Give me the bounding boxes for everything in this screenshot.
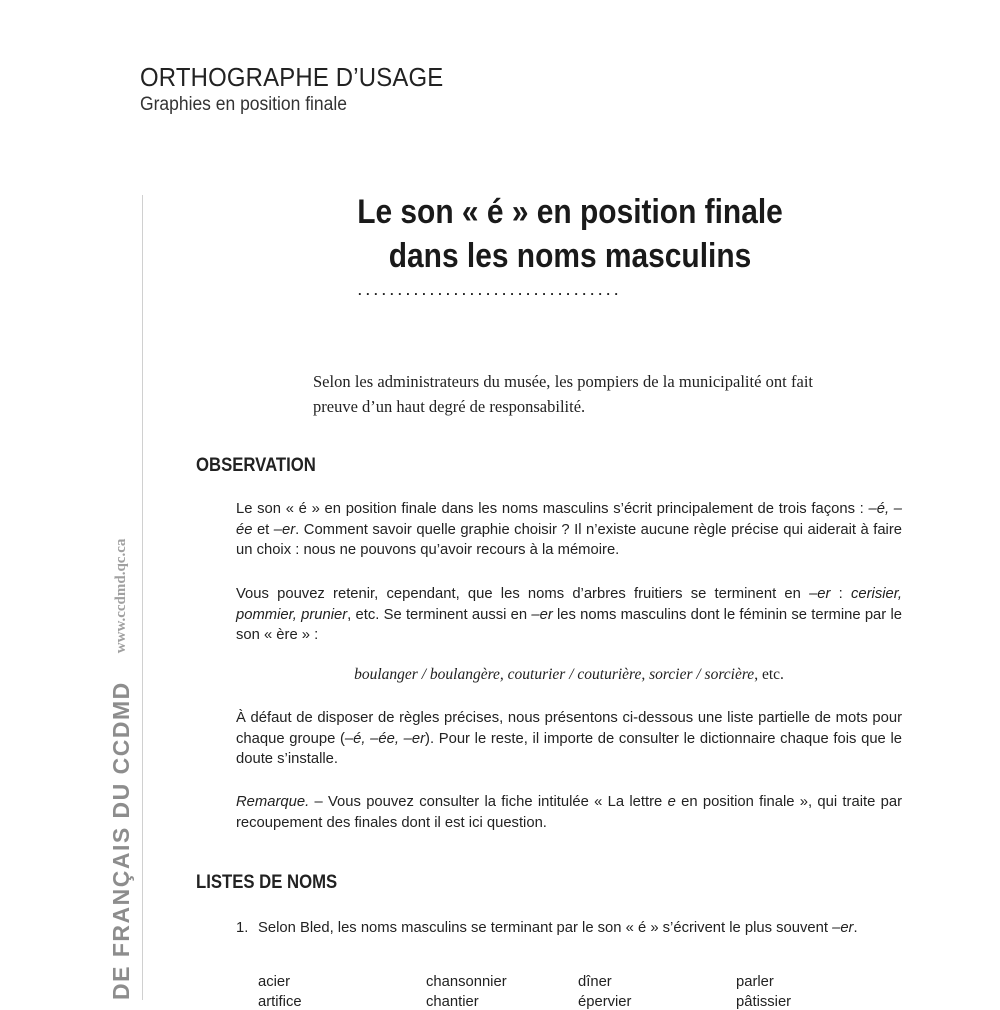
word: acier xyxy=(258,974,291,990)
word-list-row-1 xyxy=(258,974,898,990)
observation-heading: OBSERVATION xyxy=(196,455,316,476)
page-title xyxy=(244,190,895,278)
observation-paragraph-2: Vous pouvez retenir, cependant, que les noms d’arbres fruitiers se terminent en –er : cerisier, pommier, prunier, etc. Se terminent aussi en –er les noms masculins dont le féminin se termine par le son « ère » : xyxy=(236,586,902,643)
word: épervier xyxy=(578,994,632,1010)
word: chantier xyxy=(426,994,479,1010)
list-item-number: 1. xyxy=(236,920,249,936)
sidebar-vertical-text xyxy=(100,200,142,1000)
list-item-text: Selon Bled, les noms masculins se terminant par le son « é » s’écrivent le plus souvent –er. xyxy=(258,920,858,936)
page-title-line2: dans les noms masculins xyxy=(388,237,752,275)
observation-paragraph-3: À défaut de disposer de règles précises, nous présentons ci-dessous une liste partielle de mots pour chaque groupe (–é, –ée, –er). Pour le reste, il importe de consulter le dictionnaire chaque fois que le doute s’installe. xyxy=(236,710,902,767)
list-item-1 xyxy=(236,918,902,939)
word: dîner xyxy=(578,974,612,990)
observation-paragraph-1: Le son « é » en position finale dans les noms masculins s’écrit principalement de trois façons : –é, –ée et –er. Comment savoir quelle graphie choisir ? Il n’existe aucune règle précise qui aiderait à faire un choix : nous ne pouvons qu’avoir recours à la mémoire. xyxy=(236,501,903,558)
word: pâtissier xyxy=(736,994,792,1010)
header-title: ORTHOGRAPHE D’USAGE xyxy=(140,62,444,92)
remark-paragraph: Remarque. – Vous pouvez consulter la fiche intitulée « La lettre e en position finale », qui traite par recoupement des finales dont il est ici question. xyxy=(236,794,902,831)
sidebar-divider xyxy=(142,195,143,1000)
page-title-line1: Le son « é » en position finale xyxy=(357,193,783,231)
lists-heading: LISTES DE NOMS xyxy=(196,872,338,893)
word: parler xyxy=(736,974,774,990)
word: artifice xyxy=(258,994,302,1010)
sidebar-url[interactable]: www.ccdmd.qc.ca xyxy=(112,538,129,654)
word: chansonnier xyxy=(426,974,507,990)
header-subtitle: Graphies en position finale xyxy=(140,94,347,115)
word-list-row-2 xyxy=(258,994,898,1010)
sidebar-brand: DE FRANÇAIS DU CCDMD xyxy=(107,681,134,1000)
feminine-examples-line: boulanger / boulangère, couturier / couturière, sorcier / sorcière, etc. xyxy=(354,666,784,683)
example-sentence: Selon les administrateurs du musée, les pompiers de la municipalité ont fait preuve d’un haut degré de responsabilité. xyxy=(313,372,813,416)
title-dotted-rule: ................................. xyxy=(358,283,623,298)
